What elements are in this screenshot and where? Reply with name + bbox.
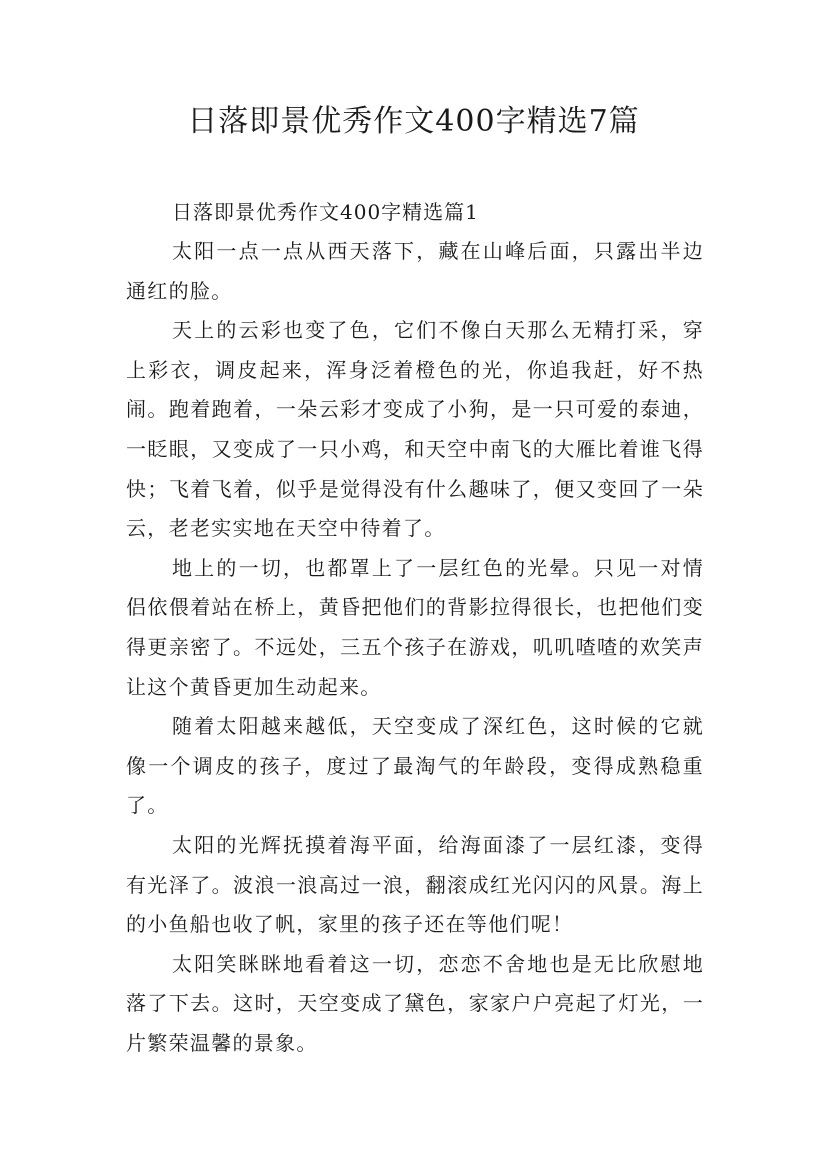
document-title: 日落即景优秀作文400字精选7篇 — [187, 104, 640, 139]
paragraph-4: 随着太阳越来越低，天空变成了深红色，这时候的它就像一个调皮的孩子，度过了最淘气的年龄段，变得成熟稳重了。 — [126, 714, 704, 818]
paragraph-1: 太阳一点一点从西天落下，藏在山峰后面，只露出半边通红的脸。 — [126, 239, 704, 303]
paragraph-6: 太阳笑眯眯地看着这一切，恋恋不舍地也是无比欣慰地落了下去。这时，天空变成了黛色，家家户户亮起了灯光，一片繁荣温馨的景象。 — [126, 951, 704, 1055]
paragraph-3: 地上的一切，也都罩上了一层红色的光晕。只见一对情侣依偎着站在桥上，黄昏把他们的背影拉得很长，也把他们变得更亲密了。不远处，三五个孩子在游戏，叽叽喳喳的欢笑声让这个黄昏更加生动起来。 — [126, 555, 704, 699]
paragraph-5: 太阳的光辉抚摸着海平面，给海面漆了一层红漆，变得有光泽了。波浪一浪高过一浪，翻滚成红光闪闪的风景。海上的小鱼船也收了帆，家里的孩子还在等他们呢！ — [126, 832, 704, 937]
section-heading: 日落即景优秀作文400字精选篇1 — [172, 200, 479, 224]
article-body — [126, 192, 704, 1063]
paragraph-2: 天上的云彩也变了色，它们不像白天那么无精打采，穿上彩衣，调皮起来，浑身泛着橙色的光，你追我赶，好不热闹。跑着跑着，一朵云彩才变成了小狗，是一只可爱的泰迪，一眨眼，又变成了一只小鸡，和天空中南飞的大雁比着谁飞得快；飞着飞着，似乎是觉得没有什么趣味了，便又变回了一朵云，老老实实地在天空中待着了。 — [126, 318, 704, 541]
